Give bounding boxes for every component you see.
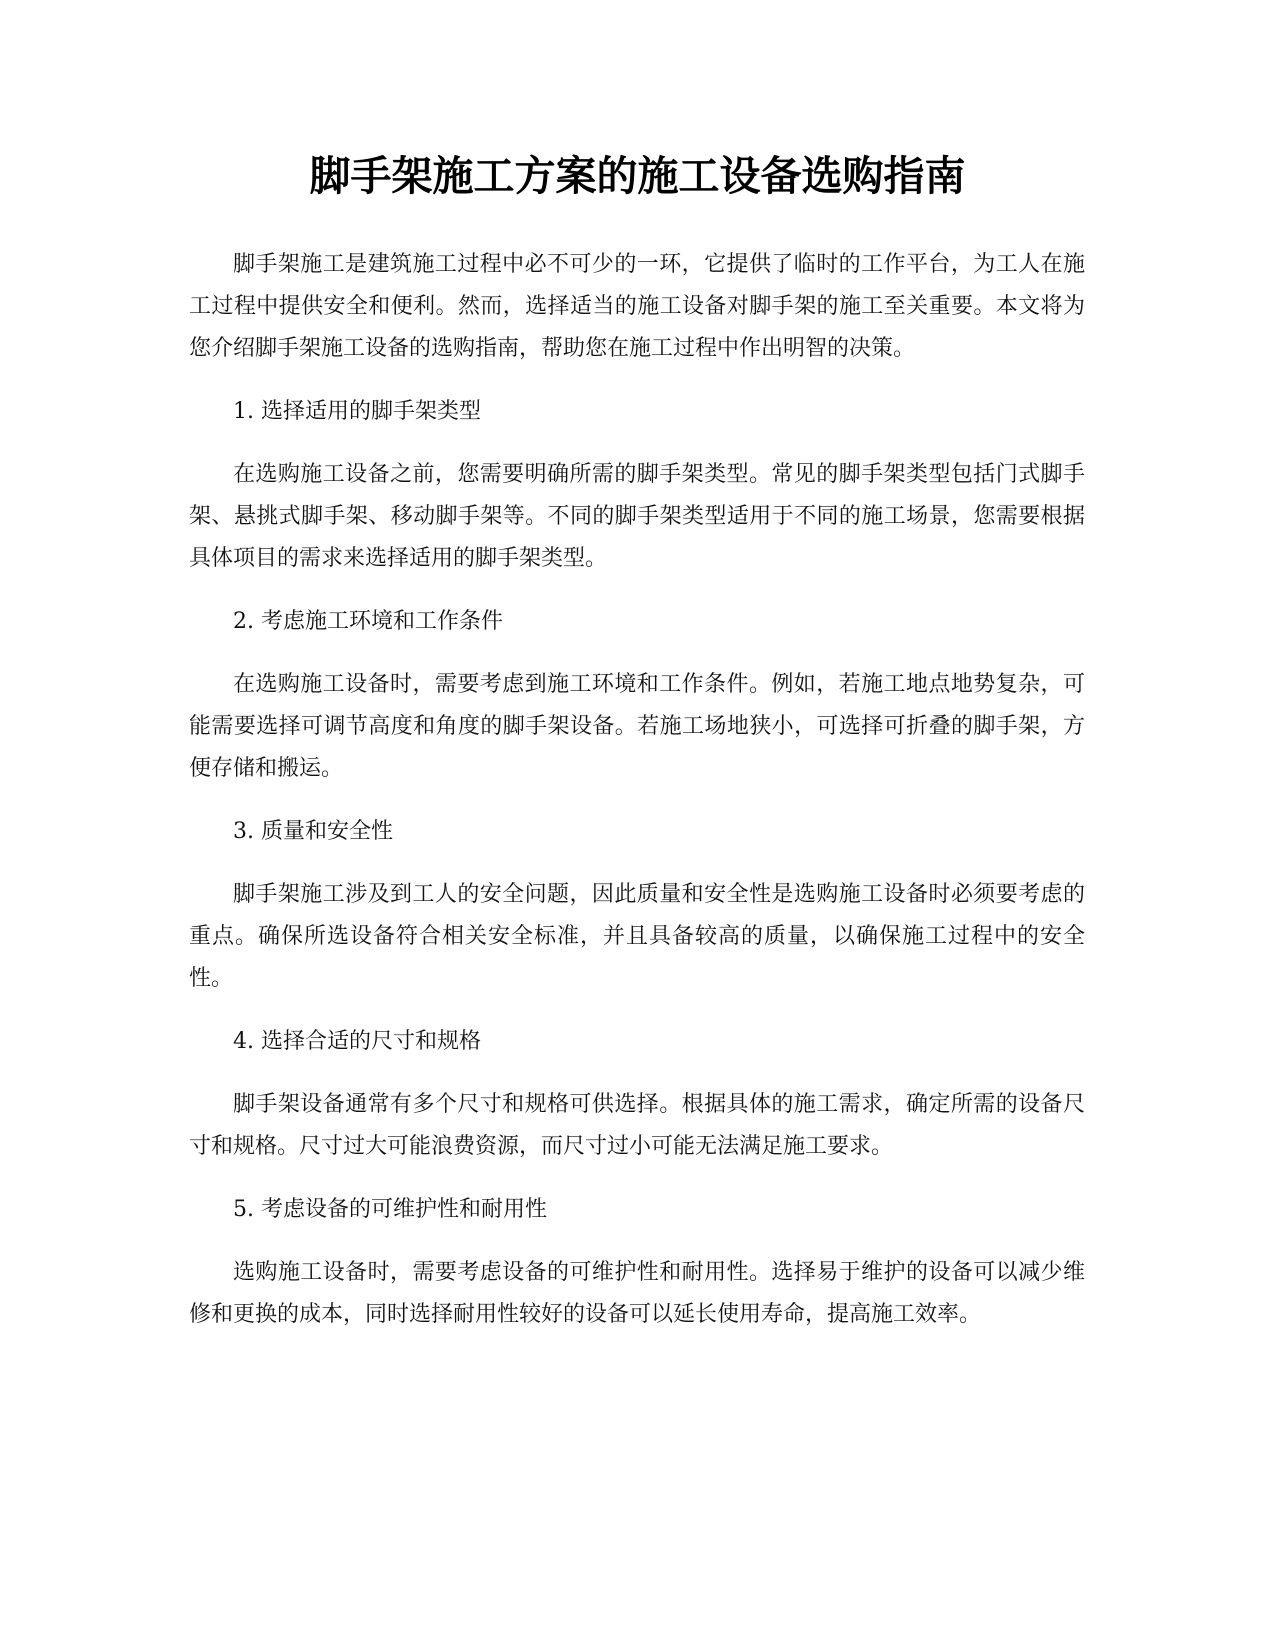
section-paragraph-4: 脚手架设备通常有多个尺寸和规格可供选择。根据具体的施工需求，确定所需的设备尺寸和规格。尺寸过大可能浪费资源，而尺寸过小可能无法满足施工要求。 xyxy=(189,1092,1085,1159)
section-heading-4: 4. 选择合适的尺寸和规格 xyxy=(233,1029,481,1054)
document-body xyxy=(189,244,1085,1357)
section-paragraph-1: 在选购施工设备之前，您需要明确所需的脚手架类型。常见的脚手架类型包括门式脚手架、悬挑式脚手架、移动脚手架等。不同的脚手架类型适用于不同的施工场景，您需要根据具体项目的需求来选择适用的脚手架类型。 xyxy=(189,462,1085,571)
section-paragraph-3: 脚手架施工涉及到工人的安全问题，因此质量和安全性是选购施工设备时必须要考虑的重点。确保所选设备符合相关安全标准，并且具备较高的质量，以确保施工过程中的安全性。 xyxy=(189,882,1085,991)
document-title: 脚手架施工方案的施工设备选购指南 xyxy=(309,152,966,200)
section-heading-1: 1. 选择适用的脚手架类型 xyxy=(233,399,481,424)
section-heading-3: 3. 质量和安全性 xyxy=(233,819,393,844)
section-paragraph-5: 选购施工设备时，需要考虑设备的可维护性和耐用性。选择易于维护的设备可以减少维修和更换的成本，同时选择耐用性较好的设备可以延长使用寿命，提高施工效率。 xyxy=(189,1260,1085,1327)
section-heading-2: 2. 考虑施工环境和工作条件 xyxy=(233,609,503,634)
intro-paragraph: 脚手架施工是建筑施工过程中必不可少的一环，它提供了临时的工作平台，为工人在施工过程中提供安全和便利。然而，选择适当的施工设备对脚手架的施工至关重要。本文将为您介绍脚手架施工设备的选购指南，帮助您在施工过程中作出明智的决策。 xyxy=(189,252,1085,361)
section-paragraph-2: 在选购施工设备时，需要考虑到施工环境和工作条件。例如，若施工地点地势复杂，可能需要选择可调节高度和角度的脚手架设备。若施工场地狭小，可选择可折叠的脚手架，方便存储和搬运。 xyxy=(189,672,1085,781)
section-heading-5: 5. 考虑设备的可维护性和耐用性 xyxy=(233,1197,547,1222)
